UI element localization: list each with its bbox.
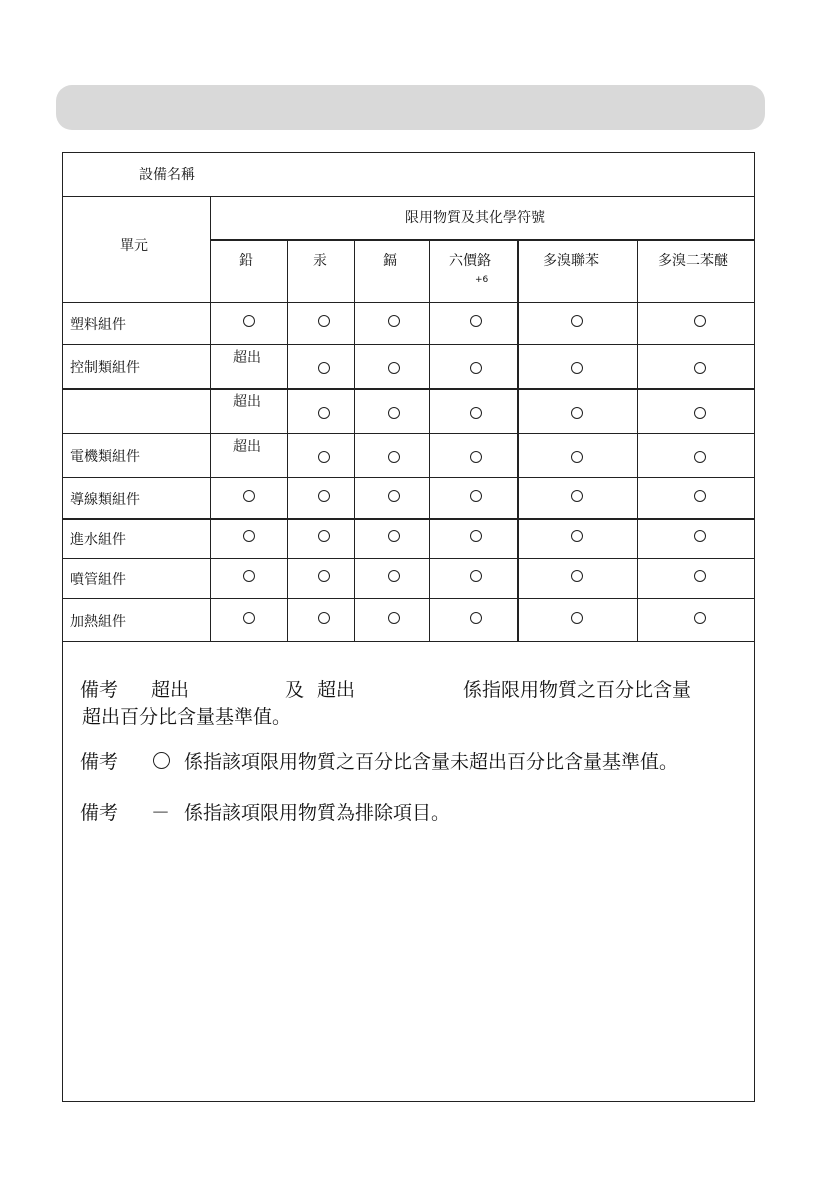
note2-circle-icon	[153, 752, 170, 769]
compliant-circle-icon	[694, 490, 706, 502]
compliant-circle-icon	[318, 530, 330, 542]
note1-label: 備考	[80, 679, 119, 701]
col-header-pbde: 多溴二苯醚	[658, 253, 728, 269]
exceed-mark: 超出	[233, 394, 261, 410]
compliant-circle-icon	[388, 570, 400, 582]
row-label: 控制類組件	[70, 360, 140, 376]
table-vline	[287, 239, 288, 641]
compliant-circle-icon	[243, 530, 255, 542]
compliant-circle-icon	[388, 490, 400, 502]
compliant-circle-icon	[318, 490, 330, 502]
table-hline	[62, 344, 755, 345]
compliant-circle-icon	[571, 490, 583, 502]
compliant-circle-icon	[470, 612, 482, 624]
table-hline	[62, 598, 755, 599]
table-vline	[354, 239, 355, 641]
table-hline	[62, 433, 755, 434]
compliant-circle-icon	[470, 362, 482, 374]
compliant-circle-icon	[388, 362, 400, 374]
table-hline	[62, 518, 755, 520]
unit-label: 單元	[120, 238, 148, 254]
note2-label: 備考	[80, 751, 119, 773]
note3-dash: －	[151, 802, 171, 824]
table-hline	[210, 239, 755, 241]
table-hline	[62, 477, 755, 478]
page-header-banner	[56, 85, 765, 130]
compliant-circle-icon	[571, 612, 583, 624]
table-hline	[62, 558, 755, 559]
compliant-circle-icon	[470, 490, 482, 502]
compliant-circle-icon	[388, 530, 400, 542]
col-header-lead: 鉛	[239, 253, 253, 269]
col-header-chromium: 六價鉻	[449, 253, 491, 269]
compliant-circle-icon	[318, 362, 330, 374]
table-vline	[517, 239, 519, 641]
table-vline	[637, 239, 638, 641]
compliant-circle-icon	[571, 407, 583, 419]
compliant-circle-icon	[470, 315, 482, 327]
compliant-circle-icon	[243, 612, 255, 624]
note1-line2: 超出百分比含量基準值。	[82, 706, 292, 728]
note1-tail: 係指限用物質之百分比含量	[463, 679, 692, 701]
compliant-circle-icon	[694, 451, 706, 463]
row-label: 進水組件	[70, 532, 126, 548]
note3-label: 備考	[80, 802, 119, 824]
row-label: 導線類組件	[70, 491, 140, 508]
compliant-circle-icon	[571, 570, 583, 582]
note1-and: 及	[285, 679, 305, 701]
table-hline	[62, 196, 755, 197]
compliant-circle-icon	[388, 451, 400, 463]
compliant-circle-icon	[318, 570, 330, 582]
compliant-circle-icon	[694, 570, 706, 582]
table-hline	[62, 302, 755, 303]
compliant-circle-icon	[388, 315, 400, 327]
row-label: 加熱組件	[70, 613, 126, 630]
compliant-circle-icon	[571, 362, 583, 374]
col-header-mercury: 汞	[313, 253, 327, 269]
compliant-circle-icon	[388, 612, 400, 624]
row-label: 塑料組件	[70, 317, 126, 333]
row-label: 噴管組件	[70, 572, 126, 588]
compliant-circle-icon	[318, 451, 330, 463]
table-hline	[62, 388, 755, 390]
compliant-circle-icon	[470, 451, 482, 463]
compliant-circle-icon	[571, 530, 583, 542]
compliant-circle-icon	[388, 407, 400, 419]
col-header-pbb: 多溴聯苯	[543, 253, 599, 269]
exceed-mark: 超出	[233, 350, 261, 366]
compliant-circle-icon	[470, 570, 482, 582]
table-vline	[429, 239, 430, 641]
compliant-circle-icon	[694, 612, 706, 624]
compliant-circle-icon	[470, 530, 482, 542]
compliant-circle-icon	[694, 362, 706, 374]
compliant-circle-icon	[243, 490, 255, 502]
compliant-circle-icon	[571, 451, 583, 463]
compliant-circle-icon	[694, 407, 706, 419]
compliant-circle-icon	[694, 315, 706, 327]
equipment-name-label: 設備名稱	[139, 167, 195, 183]
note2-text: 係指該項限用物質之百分比含量未超出百分比含量基準值。	[184, 751, 679, 773]
compliant-circle-icon	[470, 407, 482, 419]
compliant-circle-icon	[318, 612, 330, 624]
col-header-cadmium: 鎘	[383, 253, 397, 269]
note3-text: 係指該項限用物質為排除項目。	[184, 802, 451, 824]
compliant-circle-icon	[694, 530, 706, 542]
compliant-circle-icon	[243, 315, 255, 327]
substances-header: 限用物質及其化學符號	[405, 210, 545, 226]
exceed-mark: 超出	[233, 439, 261, 455]
note1-exceed-2: 超出	[317, 679, 356, 701]
compliant-circle-icon	[318, 315, 330, 327]
rohs-table-frame	[62, 152, 755, 1102]
table-hline	[62, 641, 755, 642]
table-vline	[210, 196, 211, 641]
compliant-circle-icon	[571, 315, 583, 327]
compliant-circle-icon	[318, 407, 330, 419]
row-label: 電機類組件	[70, 449, 140, 465]
note1-exceed-1: 超出	[151, 679, 190, 701]
compliant-circle-icon	[243, 570, 255, 582]
chromium-superscript: +6	[475, 275, 489, 285]
